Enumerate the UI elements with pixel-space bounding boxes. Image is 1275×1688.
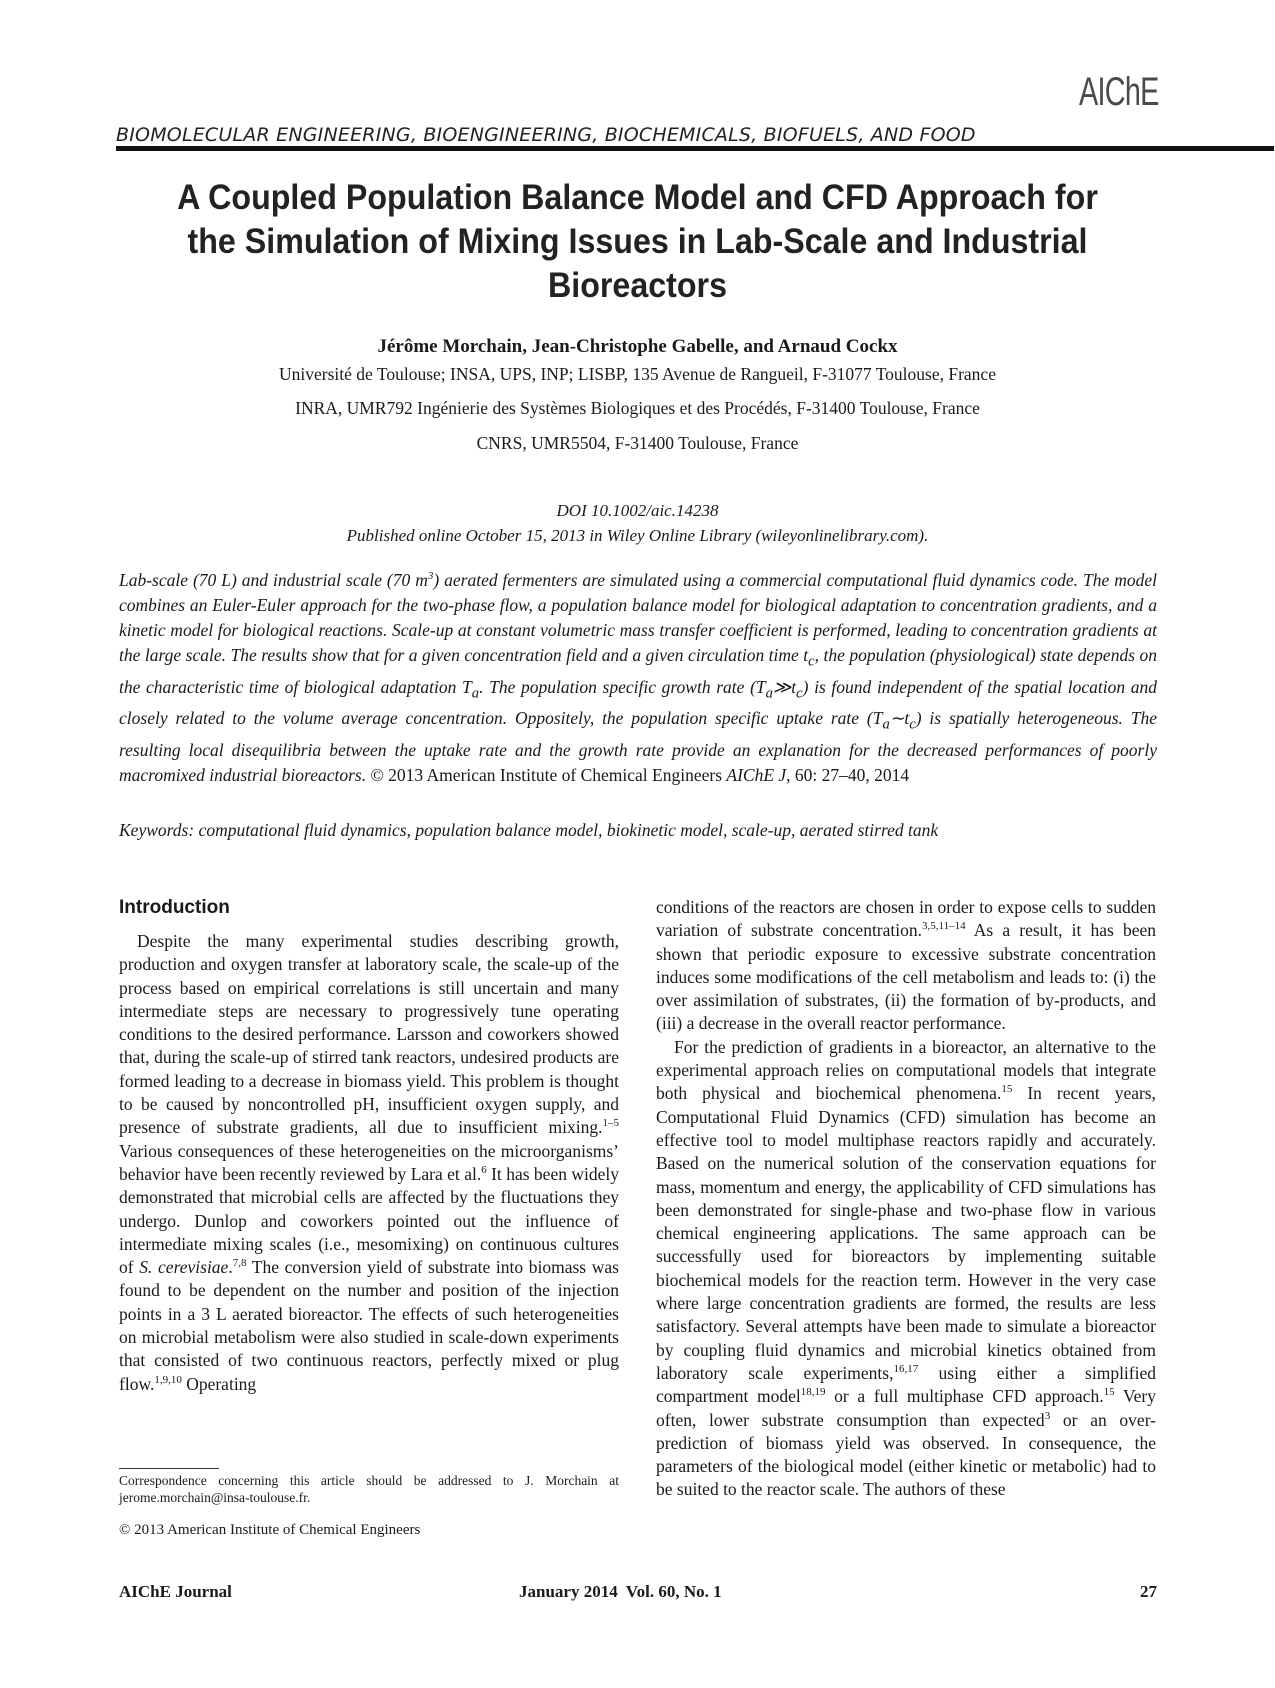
doi: DOI 10.1002/aic.14238 [556, 501, 719, 520]
body-text: Very often, lower substrate consumption than expected [656, 1386, 1156, 1430]
subscript: a [882, 716, 890, 733]
doi-block [0, 498, 1275, 548]
affiliation: CNRS, UMR5504, F-31400 Toulouse, France [476, 433, 799, 453]
paragraph [656, 896, 1156, 1036]
author-list: Jérôme Morchain, Jean-Christophe Gabelle, and Arnaud Cockx [377, 336, 898, 357]
section-heading: BIOMOLECULAR ENGINEERING, BIOENGINEERING, BIOCHEMICALS, BIOFUELS, AND FOOD [116, 124, 976, 146]
affiliation: Université de Toulouse; INSA, UPS, INP; LISBP, 135 Avenue de Rangueil, F-31077 Toulouse, France [279, 364, 996, 384]
citation-ref[interactable]: 7,8 [232, 1257, 247, 1270]
footer-issue: January 2014 Vol. 60, No. 1 [519, 1582, 722, 1601]
species-name: S. cerevisiae [139, 1257, 229, 1278]
subscript: c [796, 685, 803, 701]
body-text: Various consequences of these heterogeneities on the microorganisms’ behavior have been recently reviewed by Lara et al. [119, 1140, 619, 1184]
citation-ref[interactable]: 16,17 [893, 1363, 919, 1376]
citation-ref[interactable]: 1,9,10 [154, 1373, 182, 1386]
correspondence-footnote: Correspondence concerning this article should be addressed to J. Morchain at jerome.morchain@insa-toulouse.fr. [119, 1473, 619, 1505]
copyright-notice: © 2013 American Institute of Chemical Engineers [119, 1522, 421, 1538]
keywords: Keywords: computational fluid dynamics, population balance model, biokinetic model, scale-up, aerated stirred tank [119, 820, 939, 840]
citation-ref[interactable]: 18,19 [800, 1386, 826, 1399]
article-title [120, 176, 1155, 308]
body-text: Operating [181, 1373, 257, 1394]
affiliation: INRA, UMR792 Ingénierie des Systèmes Biologiques et des Procédés, F-31400 Toulouse, France [295, 398, 980, 418]
citation-ref[interactable]: 15 [1001, 1083, 1013, 1096]
body-text: or an over-prediction of biomass yield was observed. In consequence, the parameters of the biological model (either kinetic or metabolic) had to be suited to the reactor scale. The authors of these [656, 1409, 1156, 1500]
subscript: a [765, 685, 773, 701]
subscript: c [808, 653, 815, 670]
body-text: Despite the many experimental studies describing growth, production and oxygen transfer at laboratory scale, the scale-up of the process based on empirical correlations is still uncertain and many intermediate steps are necessary to progressively tune operating conditions to the desired performance. Larsson and coworkers showed that, during the scale-up of stirred tank reactors, undesired products are formed leading to a decrease in biomass yield. This problem is thought to be caused by noncontrolled pH, insufficient oxygen supply, and presence of substrate gradients, all due to insufficient mixing. [119, 931, 619, 1138]
citation: , 60: 27–40, 2014 [786, 764, 910, 785]
abstract-text: ∼t [889, 708, 910, 728]
superscript: 3 [427, 570, 434, 583]
section-title-introduction: Introduction [119, 897, 230, 918]
left-column [119, 930, 619, 1396]
citation-ref[interactable]: 3,5,11–14 [922, 920, 966, 933]
subscript: c [909, 716, 916, 733]
paragraph: Despite the many experimental studies describing growth, production and oxygen transfer at laboratory scale, the scale-up of the process based on empirical correlations is still uncertain and many intermediate steps are necessary to progressively tune operating conditions to the desired performance. Larsson and coworkers showed that, during the scale-up of stirred tank reactors, undesired products are formed leading to a decrease in biomass yield. This problem is thought to be caused by noncontrolled pH, insufficient oxygen supply, and presence of substrate gradients, all due to insufficient mixing.$^{1-5}$ Various consequences of these heterogeneities on the microorganisms’ behavior have been recently reviewed by Lara et al.$^6$ It has been widely demonstrated that microbial cells are affected by the fluctuations they undergo. Dunlop and coworkers pointed out the influence of intermediate mixing scales (i.e., mesomixing) on continuous cultures of S. cerevisiae.$^{7,8}$ The conversion yield of substrate into biomass was found to be dependent on the number and position of the injection points in a 3 L aerated bioreactor. The effects of such heterogeneities on microbial metabolism were also studied in scale-down experiments that consisted of two continuous reactors, perfectly mixed or plug flow.$^{1,9,10}$ Operating [119, 931, 619, 1394]
abstract [119, 568, 1157, 788]
body-text: using either a simplified compartment model [656, 1362, 1156, 1407]
abstract-text: , the population (physiological) state depends on the characteristic time of biological adaptation T [119, 645, 1157, 697]
body-text: It has been widely demonstrated that microbial cells are affected by the fluctuations they undergo. Dunlop and coworkers pointed out the influence of intermediate mixing scales (i.e., mesomixing) on continuous cultures of [119, 1163, 619, 1278]
footer-journal: AIChE Journal [119, 1582, 232, 1601]
page-number: 27 [1140, 1582, 1157, 1601]
body-text: In recent years, Computational Fluid Dynamics (CFD) simulation has become an effective tool to model multiphase reactors rapidly and accurately. Based on the numerical solution of the conservation equations for mass, momentum and energy, the applicability of CFD simulations has been demonstrated for single-phase and two-phase flow in various chemical engineering applications. The same approach can be successfully used for bioreactors by implementing suitable biochemical models for the reaction term. However in the very case where large concentration gradients are formed, the results are less satisfactory. Several attempts have been made to simulate a bioreactor by coupling fluid dynamics and microbial kinetics obtained from laboratory scale experiments, [656, 1083, 1156, 1383]
publication-note: Published online October 15, 2013 in Wiley Online Library (wileyonlinelibrary.com). [346, 526, 929, 545]
aiche-logo: AIChE [1079, 70, 1159, 114]
subscript: a [471, 685, 480, 701]
body-text: For the prediction of gradients in a bioreactor, an alternative to the experimental approach relies on computational models that integrate both physical and biochemical phenomena. [656, 1036, 1156, 1104]
body-text: conditions of the reactors are chosen in order to expose cells to sudden variation of substrate concentration. [656, 897, 1156, 941]
body-text: The conversion yield of substrate into biomass was found to be dependent on the number and position of the injection points in a 3 L aerated bioreactor. The effects of such heterogeneities on microbial metabolism were also studied in scale-down experiments that consisted of two continuous reactors, perfectly mixed or plug flow. [119, 1257, 619, 1394]
footnote-rule [119, 1468, 219, 1469]
citation-ref[interactable]: 6 [481, 1164, 487, 1177]
title-line: Bioreactors [548, 266, 727, 305]
body-text: or a full multiphase CFD approach. [825, 1386, 1104, 1407]
citation-ref[interactable]: 1–5 [602, 1117, 619, 1130]
abstract-copyright: © 2013 American Institute of Chemical Engineers [366, 764, 727, 785]
abstract-text: . The population specific growth rate (T [479, 676, 766, 697]
abstract-text: ) is found independent of the spatial location and closely related to the volume average concentration. Oppositely, the population specific uptake rate (T [119, 676, 1157, 728]
title-line: the Simulation of Mixing Issues in Lab-Scale and Industrial [187, 222, 1088, 261]
paragraph [656, 1036, 1156, 1502]
journal-abbrev: AIChE J [726, 764, 787, 785]
citation-ref[interactable]: 3 [1044, 1409, 1051, 1422]
header-rule [116, 146, 1274, 151]
abstract-text: ) aerated fermenters are simulated using a commercial computational fluid dynamics code. The model combines an Euler-Euler approach for the two-phase flow, a population balance model for biological adaptation to concentration gradients, and a kinetic model for biological reactions. Scale-up at constant volumetric mass transfer coefficient is performed, leading to concentration gradients at the large scale. The results show that for a given concentration field and a given circulation time t [119, 570, 1157, 665]
title-line: A Coupled Population Balance Model and CFD Approach for [177, 178, 1098, 217]
abstract-text: Lab-scale (70 L) and industrial scale (70 m [119, 570, 428, 590]
right-column [656, 896, 1156, 1502]
citation-ref[interactable]: 15 [1103, 1386, 1115, 1399]
abstract-text: ≫t [772, 676, 797, 697]
body-text: As a result, it has been shown that periodic exposure to excessive substrate concentration induces some modifications of the cell metabolism and leads to: (i) the over assimilation of substrates, (ii) the formation of by-products, and (iii) a decrease in the overall reactor performance. [656, 920, 1156, 1034]
abstract-text: ) is spatially heterogeneous. The resulting local disequilibria between the uptake rate and the growth rate provide an explanation for the decreased performances of poorly macromixed industrial bioreactors. [119, 708, 1157, 785]
